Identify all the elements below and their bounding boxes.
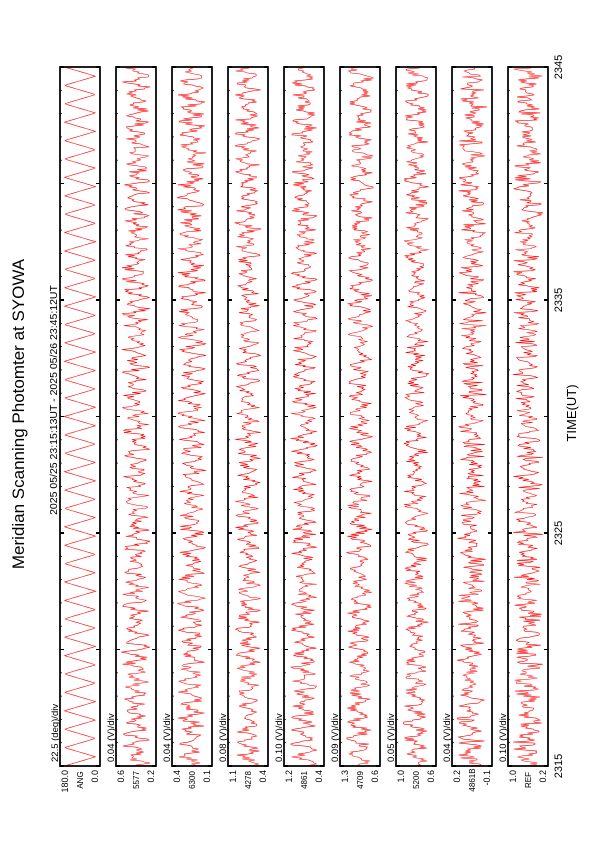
panel-channel-label: 5200	[412, 771, 421, 789]
panel-tick-low: 0.2	[538, 770, 548, 783]
panel-channel-label: 6300	[188, 771, 197, 789]
panel-frame	[340, 67, 380, 766]
panel-tick-high: 1.0	[396, 770, 406, 783]
panel-channel-label: 4278	[244, 771, 253, 789]
panel-channel-label: 5577	[132, 771, 141, 789]
panel-tick-high: 0.6	[116, 770, 126, 783]
panel-tick-high: 0.2	[452, 770, 462, 783]
x-tick-label: 2325	[553, 520, 565, 546]
x-tick-label: 2345	[553, 54, 565, 80]
panel-scale-label: 0.08 (V)/div	[218, 713, 229, 762]
panel-4	[218, 67, 268, 789]
panel-8	[442, 67, 492, 792]
panel-channel-label: REF	[524, 772, 533, 788]
panel-tick-low: 0.6	[370, 770, 380, 783]
panel-channel-label: ANG	[76, 771, 85, 789]
panel-scale-label: 0.10 (V)/div	[274, 713, 285, 762]
panel-tick-low: 0.1	[202, 770, 212, 783]
panel-channel-label: 4709	[356, 771, 365, 789]
panel-9	[498, 67, 548, 788]
panel-scale-label: 0.05 (V)/div	[386, 713, 397, 762]
chart-title: Meridian Scanning Photomter at SYOWA	[9, 258, 28, 570]
panel-3	[162, 67, 212, 789]
panels-group	[50, 67, 548, 793]
panel-scale-label: 0.09 (V)/div	[330, 713, 341, 762]
panel-tick-high: 0.4	[172, 770, 182, 783]
panel-tick-low: 0.2	[146, 770, 156, 783]
panel-2	[106, 67, 156, 789]
panel-tick-low: -0.1	[482, 770, 492, 786]
panel-tick-high: 1.3	[340, 770, 350, 783]
x-tick-label: 2335	[553, 287, 565, 313]
x-axis-label: TIME(UT)	[564, 384, 579, 442]
panel-frame	[60, 67, 100, 766]
panel-scale-label: 22.5 (deg)/div	[50, 703, 61, 762]
panel-tick-high: 1.1	[228, 770, 238, 783]
time-range-label: 2025 05/25 23:15:13UT - 2025 05/26 23:45:12UT	[48, 285, 60, 515]
panel-frame	[508, 67, 548, 766]
panel-6	[330, 67, 380, 789]
panel-tick-high: 1.0	[508, 770, 518, 783]
panel-scale-label: 0.04 (V)/div	[106, 713, 117, 762]
panel-scale-label: 0.04 (V)/div	[162, 713, 173, 762]
panel-tick-low: 0.4	[314, 770, 324, 783]
panel-tick-low: 0.4	[258, 770, 268, 783]
panel-channel-label: 4861	[300, 771, 309, 789]
panel-tick-low: 0.6	[426, 770, 436, 783]
panel-7	[386, 67, 436, 789]
panel-5	[274, 67, 324, 789]
panel-tick-low: 0.0	[90, 770, 100, 783]
panel-tick-high: 180.0	[60, 770, 70, 793]
panel-scale-label: 0.10 (V)/div	[498, 713, 509, 762]
panel-scale-label: 0.04 (V)/div	[442, 713, 453, 762]
panel-tick-high: 1.2	[284, 770, 294, 783]
x-tick-label: 2315	[553, 753, 565, 779]
panel-channel-label: 4861B	[468, 768, 477, 792]
